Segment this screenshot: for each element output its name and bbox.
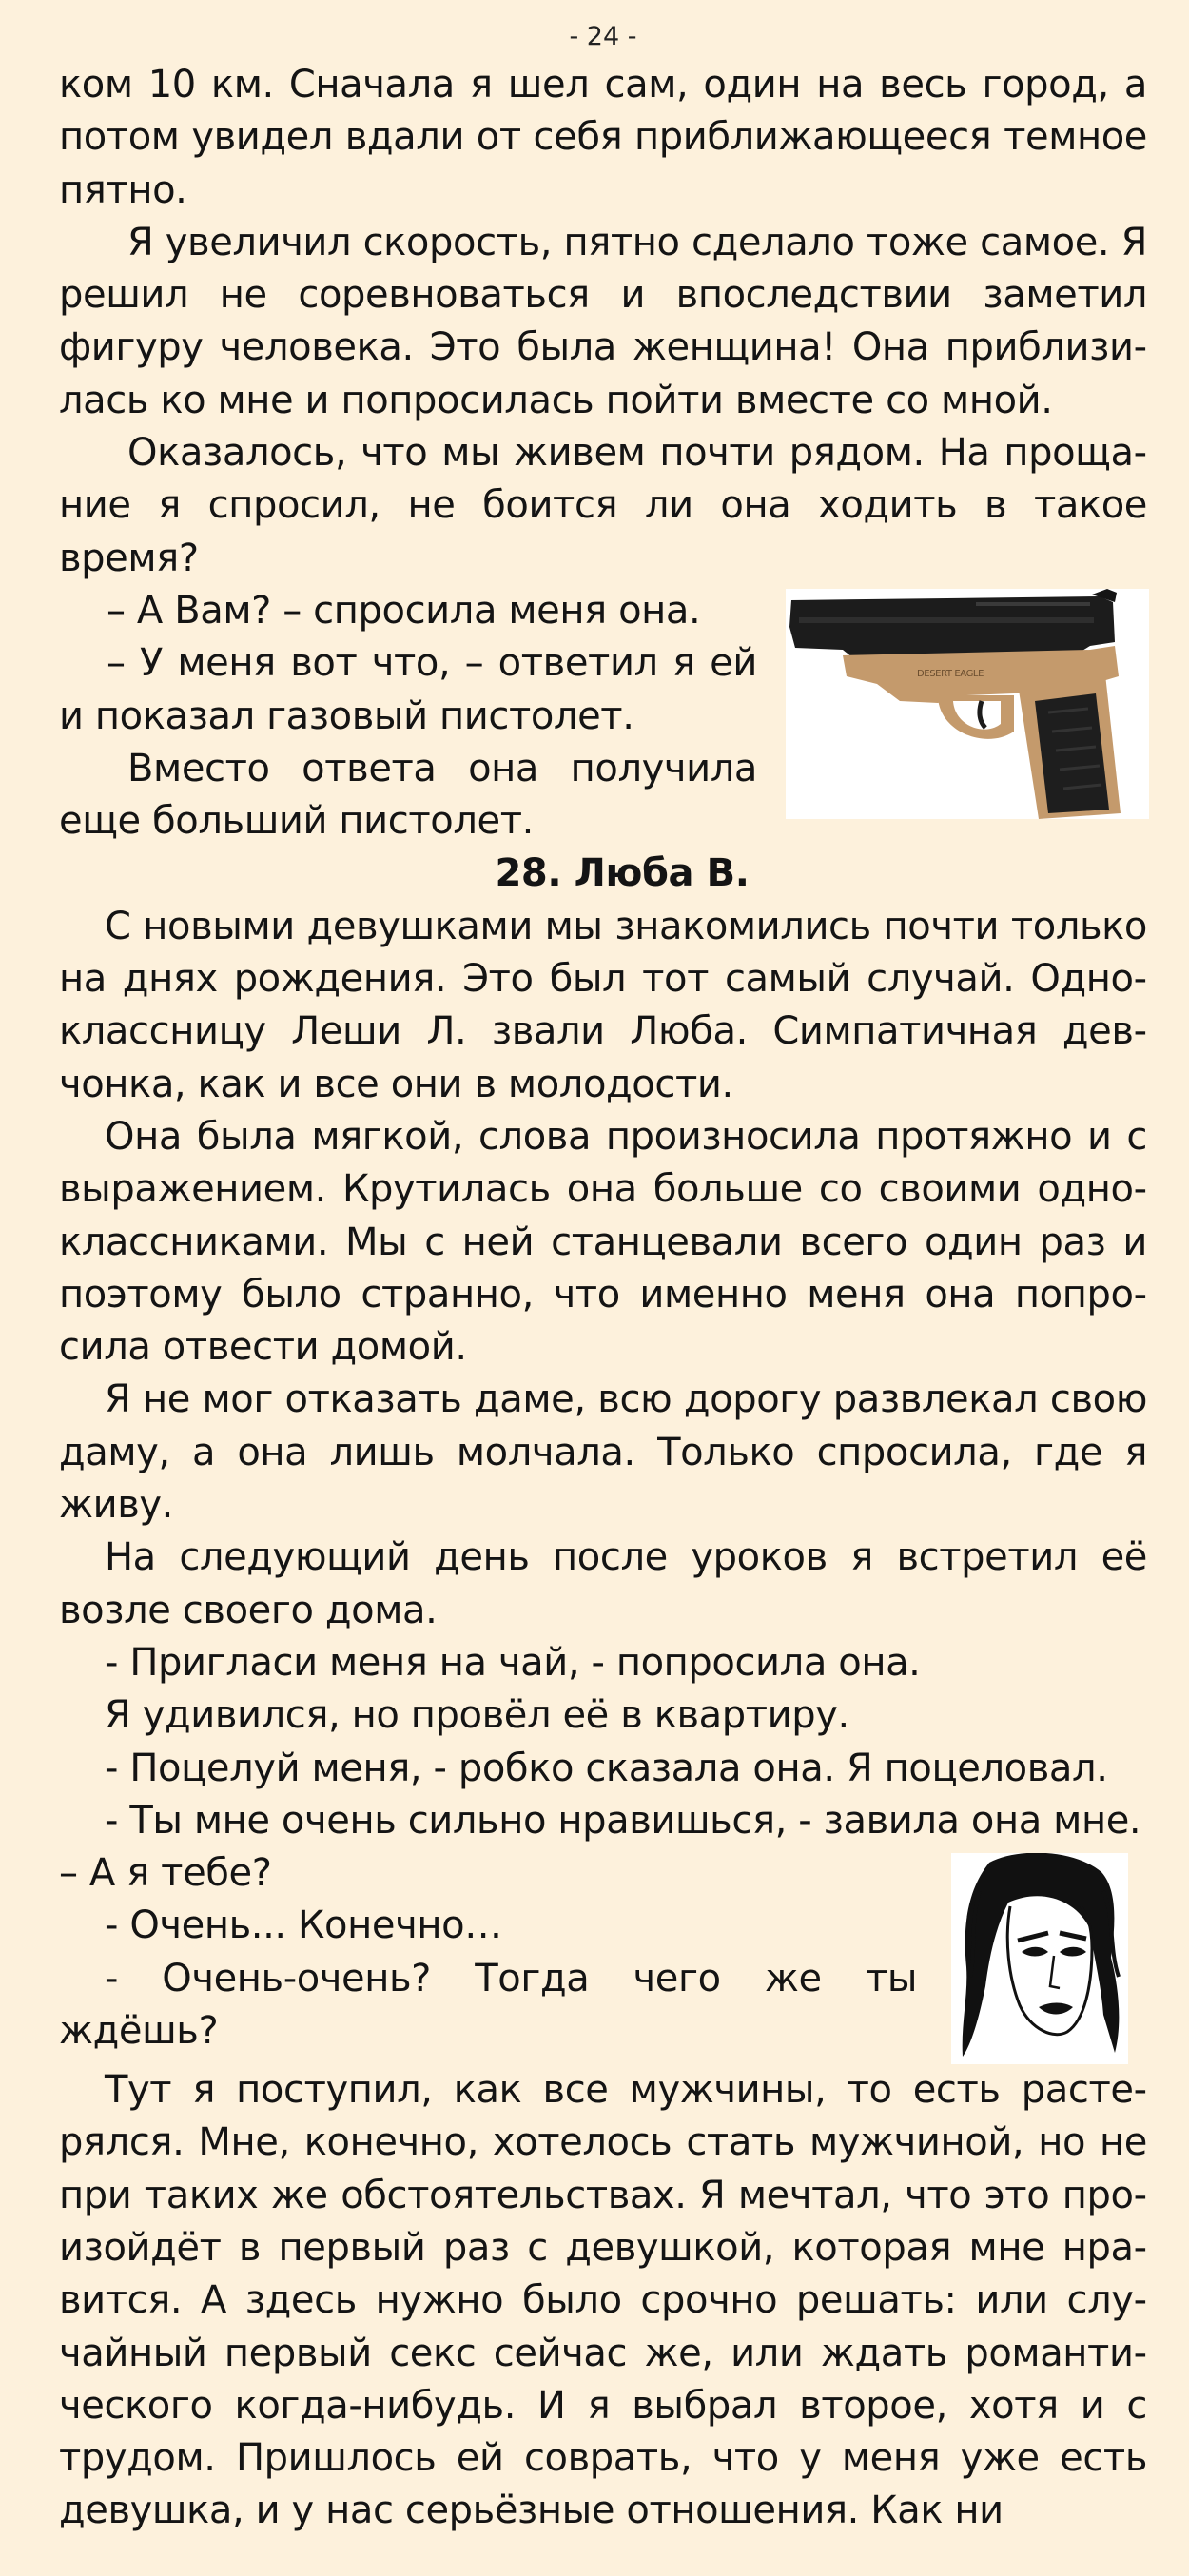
paragraph: - Пригласи меня на чай, - попросила она.	[105, 1640, 921, 1685]
paragraph: ком 10 км. Сначала я шел сам, один на весь город, а потом увидел вдали от себя приближающееся темное пятно.	[59, 63, 1147, 212]
page-number: - 24 -	[569, 22, 637, 51]
paragraph: – У меня вот что, – ответил я ей и показал газовый пистолет.	[59, 641, 757, 738]
svg-text:DESERT EAGLE: DESERT EAGLE	[917, 668, 984, 679]
paragraph: Она была мягкой, слова произносила протяжно и с выражением. Крутилась она больше со своими одноклассниками. Мы с ней станцевали всего один раз и поэтому было странно, что именно меня она попросила отвести домой.	[59, 1114, 1147, 1370]
woman-face-sketch	[951, 1853, 1128, 2064]
paragraph: Я удивился, но провёл её в квартиру.	[105, 1693, 849, 1738]
paragraph: Я увеличил скорость, пятно сделало тоже самое. Я решил не соревноваться и впоследствии заметил фигуру человека. Это была женщина! Она приблизилась ко мне и попросилась пойти вместе со мной.	[59, 220, 1147, 422]
pistol-illustration	[786, 589, 1149, 819]
paragraph: На следующий день после уроков я встретил её возле своего дома.	[59, 1535, 1147, 1632]
paragraph: – А я тебе?	[59, 1851, 272, 1896]
body-text	[59, 59, 1147, 2538]
paragraph: Тут я поступил, как все мужчины, то есть растерялся. Мне, конечно, хотелось стать мужчиной, но не при таких же обстоятельствах. Я мечтал, что это произойдёт в первый раз с девушкой, которая мне нравится. А здесь нужно было срочно решать: или случайный первый секс сейчас же, или ждать романтического когда-нибудь. И я выбрал второе, хотя и с трудом. Пришлось ей соврать, что у меня уже есть девушка, и у нас серьёзные отношения. Как ни	[59, 2068, 1147, 2533]
paragraph: Оказалось, что мы живем почти рядом. На прощание я спросил, не боится ли она ходить в такое время?	[59, 431, 1147, 580]
paragraph: – А Вам? – спросила меня она.	[107, 588, 701, 633]
paragraph: - Ты мне очень сильно нравишься, - завила она мне.	[105, 1798, 1141, 1843]
paragraph: Я не мог отказать даме, всю дорогу развлекал свою даму, а она лишь молчала. Только спросила, где я живу.	[59, 1377, 1147, 1528]
paragraph: С новыми девушками мы знакомились почти только на днях рождения. Это был тот самый случай. Одноклассницу Леши Л. звали Люба. Симпатичная девчонка, как и все они в молодости.	[59, 904, 1147, 1106]
chapter-title: 28. Люба В.	[495, 851, 750, 896]
paragraph: - Очень-очень? Тогда чего же ты ждёшь?	[59, 1956, 917, 2053]
paragraph: - Поцелуй меня, - робко сказала она. Я поцеловал.	[105, 1746, 1108, 1790]
paragraph: Вместо ответа она получила еще больший пистолет.	[59, 746, 757, 844]
paragraph: - Очень... Конечно…	[105, 1903, 502, 1948]
